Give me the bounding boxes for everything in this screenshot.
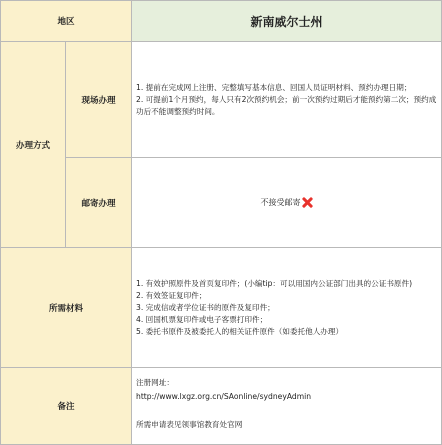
red-x-icon — [302, 197, 313, 208]
region-value: 新南威尔士州 — [250, 14, 323, 29]
onsite-line-1: 1. 提前在完成网上注册、完整填写基本信息、回国人员证明材料、预约办理日期； — [136, 82, 412, 92]
region-label: 地区 — [57, 17, 75, 27]
region-label-cell — [0, 0, 132, 42]
materials-line-1: 1. 有效护照原件及首页复印件；(小编tip：可以用国内公证部门出具的公证书原件) — [136, 278, 413, 288]
method-label-cell — [0, 42, 66, 248]
region-value-cell — [132, 0, 442, 42]
mail-status — [261, 197, 313, 208]
materials-content-cell — [132, 248, 442, 368]
application-form-note: 所需申请表见领事馆教育处官网 — [136, 420, 243, 429]
notes-content-cell — [132, 368, 442, 445]
mail-label: 邮寄办理 — [81, 198, 116, 209]
materials-line-4: 4. 回国机票复印件或电子客票打印件； — [136, 314, 268, 324]
notes-label: 备注 — [57, 402, 75, 412]
materials-label-cell — [0, 248, 132, 368]
registration-url[interactable]: http://www.lxgz.org.cn/SAonline/sydneyAdmin — [136, 392, 312, 401]
onsite-label: 现场办理 — [81, 95, 116, 106]
registration-label: 注册网址： — [136, 378, 174, 387]
mail-status-text: 不接受邮寄 — [260, 198, 301, 207]
materials-label: 所需材料 — [48, 303, 83, 314]
onsite-line-2: 2. 可提前1个月预约，每人只有2次预约机会；前一次预约过期后才能预约第二次；预约成功后不能调整预约时间。 — [136, 94, 437, 116]
notes-label-cell — [0, 368, 132, 445]
onsite-content-cell — [132, 42, 442, 158]
materials-line-3: 3. 完成信或者学位证书的原件及复印件； — [136, 302, 275, 312]
onsite-label-cell — [66, 42, 132, 158]
materials-line-2: 2. 有效签证复印件； — [136, 290, 207, 300]
mail-content-cell — [132, 158, 442, 248]
method-label: 办理方式 — [15, 140, 50, 151]
mail-label-cell — [66, 158, 132, 248]
materials-line-5: 5. 委托书原件及被委托人的相关证件原件（如委托他人办理） — [136, 326, 344, 336]
